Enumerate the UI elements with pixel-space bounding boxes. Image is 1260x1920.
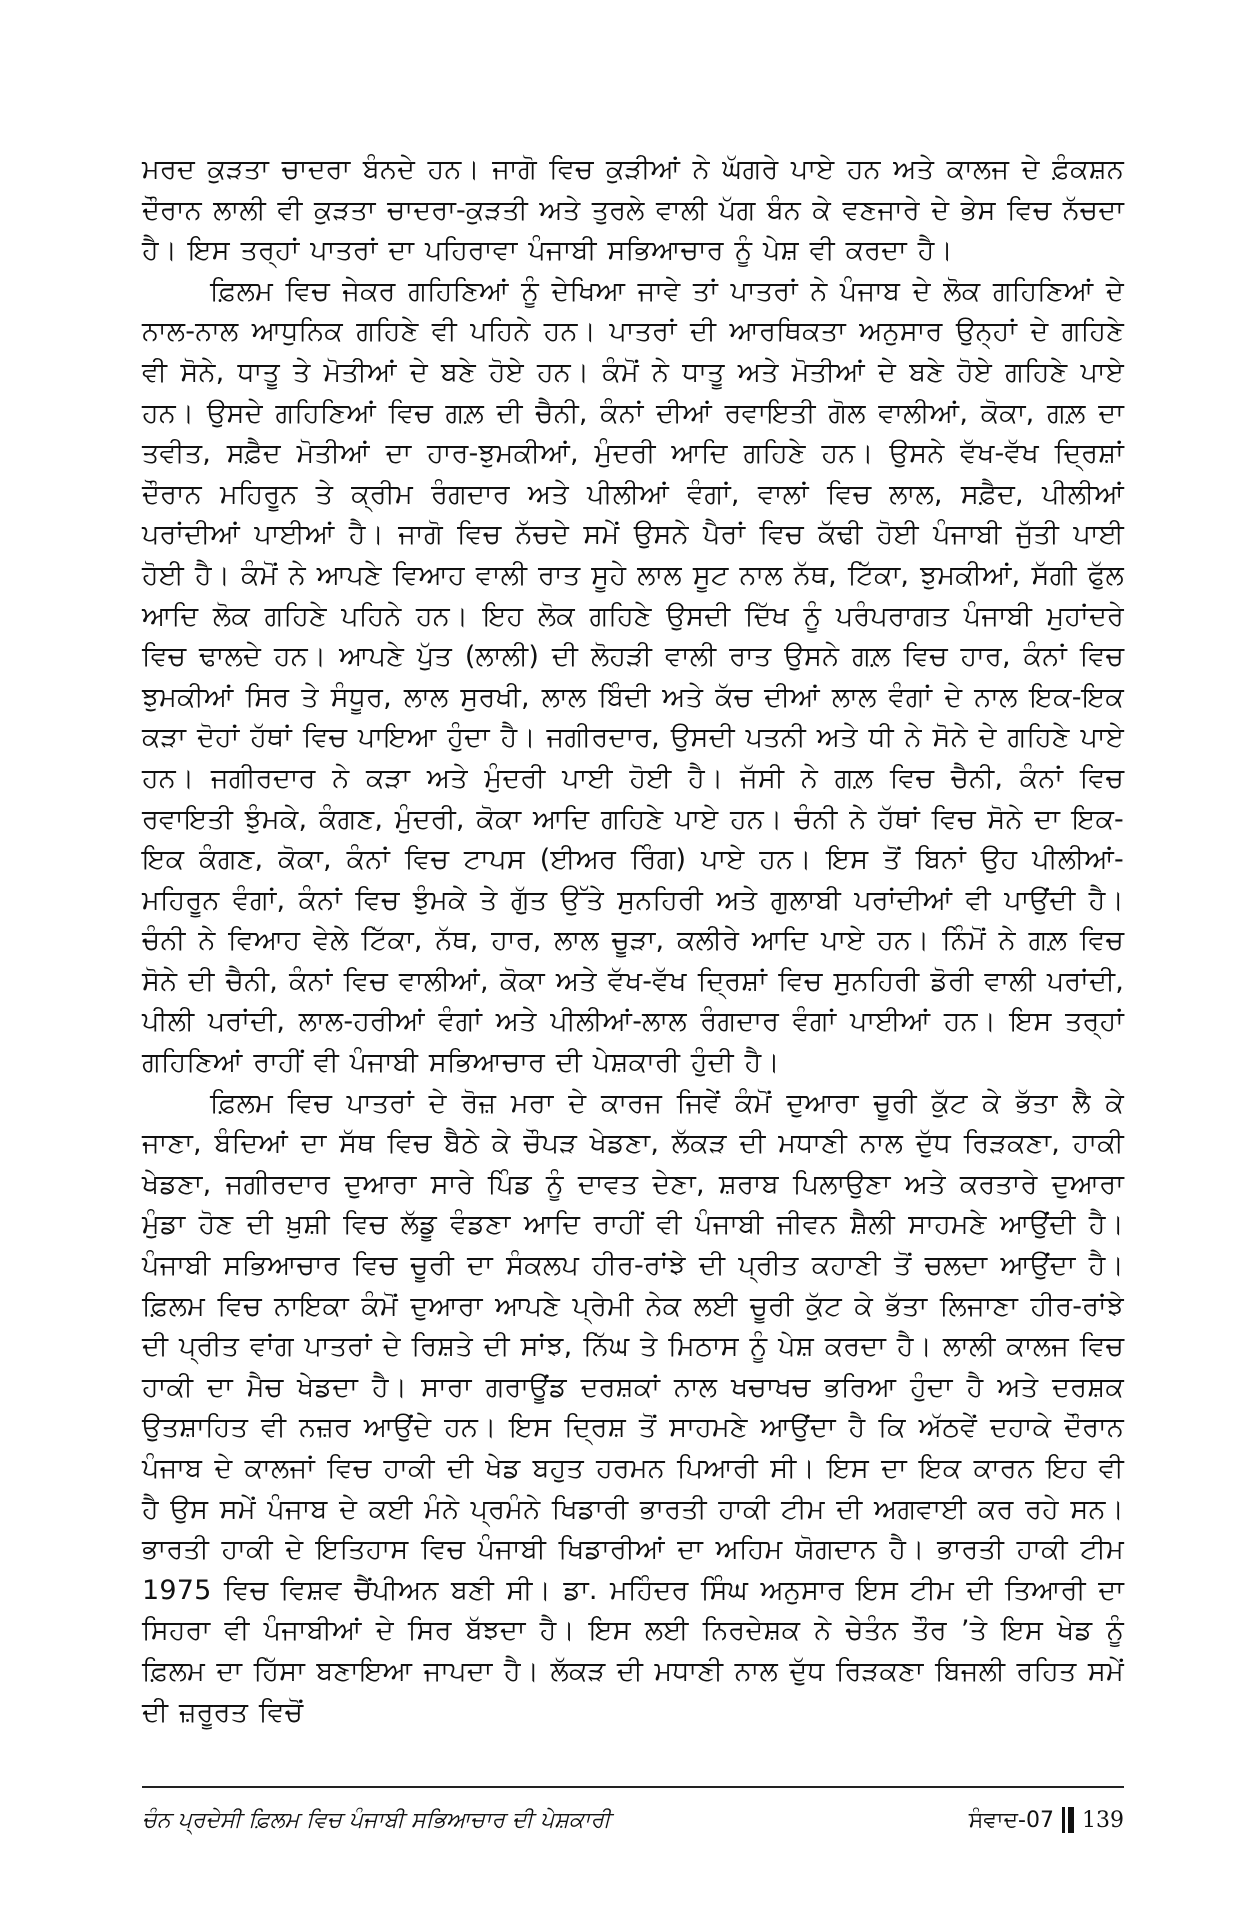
paragraph-2: ਫ਼ਿਲਮ ਵਿਚ ਜੇਕਰ ਗਹਿਣਿਆਂ ਨੂੰ ਦੇਖਿਆ ਜਾਵੇ ਤਾਂ ਪਾਤਰਾਂ ਨੇ ਪੰਜਾਬ ਦੇ ਲੋਕ ਗਹਿਣਿਆਂ ਦੇ ਨਾਲ-ਨਾਲ ਆਧੁਨਿਕ ਗਹਿਣੇ ਵੀ ਪਹਿਨੇ ਹਨ। ਪਾਤਰਾਂ ਦੀ ਆਰਥਿਕਤਾ ਅਨੁਸਾਰ ਉਨ੍ਹਾਂ ਦੇ ਗਹਿਣੇ ਵੀ ਸੋਨੇ, ਧਾਤੂ ਤੇ ਮੋਤੀਆਂ ਦੇ ਬਣੇ ਹੋਏ ਹਨ। ਕੰਮੋਂ ਨੇ ਧਾਤੂ ਅਤੇ ਮੋਤੀਆਂ ਦੇ ਬਣੇ ਹੋਏ ਗਹਿਣੇ ਪਾਏ ਹਨ। ਉਸਦੇ ਗਹਿਣਿਆਂ ਵਿਚ ਗਲ਼ ਦੀ ਚੈਨੀ, ਕੰਨਾਂ ਦੀਆਂ ਰਵਾਇਤੀ ਗੋਲ ਵਾਲੀਆਂ, ਕੋਕਾ, ਗਲ਼ ਦਾ ਤਵੀਤ, ਸਫ਼ੈਦ ਮੋਤੀਆਂ ਦਾ ਹਾਰ-ਝੁਮਕੀਆਂ, ਮੁੰਦਰੀ ਆਦਿ ਗਹਿਣੇ ਹਨ। ਉਸਨੇ ਵੱਖ-ਵੱਖ ਦ੍ਰਿਸ਼ਾਂ ਦੌਰਾਨ ਮਹਿਰੂਨ ਤੇ ਕ੍ਰੀਮ ਰੰਗਦਾਰ ਅਤੇ ਪੀਲੀਆਂ ਵੰਗਾਂ, ਵਾਲਾਂ ਵਿਚ ਲਾਲ, ਸਫ਼ੈਦ, ਪੀਲੀਆਂ ਪਰਾਂਦੀਆਂ ਪਾਈਆਂ ਹੈ। ਜਾਗੋ ਵਿਚ ਨੱਚਦੇ ਸਮੇਂ ਉਸਨੇ ਪੈਰਾਂ ਵਿਚ ਕੱਢੀ ਹੋਈ ਪੰਜਾਬੀ ਜੁੱਤੀ ਪਾਈ ਹੋਈ ਹੈ। ਕੰਮੋਂ ਨੇ ਆਪਣੇ ਵਿਆਹ ਵਾਲੀ ਰਾਤ ਸੂਹੇ ਲਾਲ ਸੂਟ ਨਾਲ ਨੱਥ, ਟਿੱਕਾ, ਝੁਮਕੀਆਂ, ਸੱਗੀ ਫੁੱਲ ਆਦਿ ਲੋਕ ਗਹਿਣੇ ਪਹਿਨੇ ਹਨ। ਇਹ ਲੋਕ ਗਹਿਣੇ ਉਸਦੀ ਦਿੱਖ ਨੂੰ ਪਰੰਪਰਾਗਤ ਪੰਜਾਬੀ ਮੁਹਾਂਦਰੇ ਵਿਚ ਢਾਲਦੇ ਹਨ। ਆਪਣੇ ਪੁੱਤ (ਲਾਲੀ) ਦੀ ਲੋਹੜੀ ਵਾਲੀ ਰਾਤ ਉਸਨੇ ਗਲ਼ ਵਿਚ ਹਾਰ, ਕੰਨਾਂ ਵਿਚ ਝੁਮਕੀਆਂ ਸਿਰ ਤੇ ਸੰਧੂਰ, ਲਾਲ ਸੁਰਖੀ, ਲਾਲ ਬਿੰਦੀ ਅਤੇ ਕੱਚ ਦੀਆਂ ਲਾਲ ਵੰਗਾਂ ਦੇ ਨਾਲ ਇਕ-ਇਕ ਕੜਾ ਦੋਹਾਂ ਹੱਥਾਂ ਵਿਚ ਪਾਇਆ ਹੁੰਦਾ ਹੈ। ਜਗੀਰਦਾਰ, ਉਸਦੀ ਪਤਨੀ ਅਤੇ ਧੀ ਨੇ ਸੋਨੇ ਦੇ ਗਹਿਣੇ ਪਾਏ ਹਨ। ਜਗੀਰਦਾਰ ਨੇ ਕੜਾ ਅਤੇ ਮੁੰਦਰੀ ਪਾਈ ਹੋਈ ਹੈ। ਜੱਸੀ ਨੇ ਗਲ਼ ਵਿਚ ਚੈਨੀ, ਕੰਨਾਂ ਵਿਚ ਰਵਾਇਤੀ ਝੁੰਮਕੇ, ਕੰਗਣ, ਮੁੰਦਰੀ, ਕੋਕਾ ਆਦਿ ਗਹਿਣੇ ਪਾਏ ਹਨ। ਚੰਨੀ ਨੇ ਹੱਥਾਂ ਵਿਚ ਸੋਨੇ ਦਾ ਇਕ-ਇਕ ਕੰਗਣ, ਕੋਕਾ, ਕੰਨਾਂ ਵਿਚ ਟਾਪਸ (ਈਅਰ ਰਿੰਗ) ਪਾਏ ਹਨ। ਇਸ ਤੋਂ ਬਿਨਾਂ ਉਹ ਪੀਲੀਆਂ-ਮਹਿਰੂਨ ਵੰਗਾਂ, ਕੰਨਾਂ ਵਿਚ ਝੁੰਮਕੇ ਤੇ ਗੁੱਤ ਉੱਤੇ ਸੁਨਹਿਰੀ ਅਤੇ ਗੁਲਾਬੀ ਪਰਾਂਦੀਆਂ ਵੀ ਪਾਉਂਦੀ ਹੈ। ਚੰਨੀ ਨੇ ਵਿਆਹ ਵੇਲੇ ਟਿੱਕਾ, ਨੱਥ, ਹਾਰ, ਲਾਲ ਚੂੜਾ, ਕਲੀਰੇ ਆਦਿ ਪਾਏ ਹਨ। ਨਿੰਮੋਂ ਨੇ ਗਲ਼ ਵਿਚ ਸੋਨੇ ਦੀ ਚੈਨੀ, ਕੰਨਾਂ ਵਿਚ ਵਾਲੀਆਂ, ਕੋਕਾ ਅਤੇ ਵੱਖ-ਵੱਖ ਦ੍ਰਿਸ਼ਾਂ ਵਿਚ ਸੁਨਹਿਰੀ ਡੋਰੀ ਵਾਲੀ ਪਰਾਂਦੀ, ਪੀਲੀ ਪਰਾਂਦੀ, ਲਾਲ-ਹਰੀਆਂ ਵੰਗਾਂ ਅਤੇ ਪੀਲੀਆਂ-ਲਾਲ ਰੰਗਦਾਰ ਵੰਗਾਂ ਪਾਈਆਂ ਹਨ। ਇਸ ਤਰ੍ਹਾਂ ਗਹਿਣਿਆਂ ਰਾਹੀਂ ਵੀ ਪੰਜਾਬੀ ਸਭਿਆਚਾਰ ਦੀ ਪੇਸ਼ਕਾਰੀ ਹੁੰਦੀ ਹੈ। xyxy=(142,275,1124,1079)
page-number: 139 xyxy=(1082,1807,1124,1833)
running-title: ਚੰਨ ਪ੍ਰਦੇਸੀ ਫ਼ਿਲਮ ਵਿਚ ਪੰਜਾਬੀ ਸਭਿਆਚਾਰ ਦੀ ਪੇਸ਼ਕਾਰੀ xyxy=(142,1807,611,1833)
body-text xyxy=(142,150,1124,1733)
paragraph-3: ਫ਼ਿਲਮ ਵਿਚ ਪਾਤਰਾਂ ਦੇ ਰੋਜ਼ ਮਰਾ ਦੇ ਕਾਰਜ ਜਿਵੇਂ ਕੰਮੋਂ ਦੁਆਰਾ ਚੂਰੀ ਕੁੱਟ ਕੇ ਭੱਤਾ ਲੈ ਕੇ ਜਾਣਾ, ਬੰਦਿਆਂ ਦਾ ਸੱਥ ਵਿਚ ਬੈਠੇ ਕੇ ਚੌਪੜ ਖੇਡਣਾ, ਲੱਕੜ ਦੀ ਮਧਾਣੀ ਨਾਲ ਦੁੱਧ ਰਿੜਕਣਾ, ਹਾਕੀ ਖੇਡਣਾ, ਜਗੀਰਦਾਰ ਦੁਆਰਾ ਸਾਰੇ ਪਿੰਡ ਨੂੰ ਦਾਵਤ ਦੇਣਾ, ਸ਼ਰਾਬ ਪਿਲਾਉਣਾ ਅਤੇ ਕਰਤਾਰੇ ਦੁਆਰਾ ਮੁੰਡਾ ਹੋਣ ਦੀ ਖ਼ੁਸ਼ੀ ਵਿਚ ਲੱਡੂ ਵੰਡਣਾ ਆਦਿ ਰਾਹੀਂ ਵੀ ਪੰਜਾਬੀ ਜੀਵਨ ਸ਼ੈਲੀ ਸਾਹਮਣੇ ਆਉਂਦੀ ਹੈ। ਪੰਜਾਬੀ ਸਭਿਆਚਾਰ ਵਿਚ ਚੂਰੀ ਦਾ ਸੰਕਲਪ ਹੀਰ-ਰਾਂਝੇ ਦੀ ਪ੍ਰੀਤ ਕਹਾਣੀ ਤੋਂ ਚਲਦਾ ਆਉਂਦਾ ਹੈ। ਫ਼ਿਲਮ ਵਿਚ ਨਾਇਕਾ ਕੰਮੋਂ ਦੁਆਰਾ ਆਪਣੇ ਪ੍ਰੇਮੀ ਨੇਕ ਲਈ ਚੂਰੀ ਕੁੱਟ ਕੇ ਭੱਤਾ ਲਿਜਾਣਾ ਹੀਰ-ਰਾਂਝੇ ਦੀ ਪ੍ਰੀਤ ਵਾਂਗ ਪਾਤਰਾਂ ਦੇ ਰਿਸ਼ਤੇ ਦੀ ਸਾਂਝ, ਨਿੱਘ ਤੇ ਮਿਠਾਸ ਨੂੰ ਪੇਸ਼ ਕਰਦਾ ਹੈ। ਲਾਲੀ ਕਾਲਜ ਵਿਚ ਹਾਕੀ ਦਾ ਮੈਚ ਖੇਡਦਾ ਹੈ। ਸਾਰਾ ਗਰਾਊਂਡ ਦਰਸ਼ਕਾਂ ਨਾਲ ਖਚਾਖਚ ਭਰਿਆ ਹੁੰਦਾ ਹੈ ਅਤੇ ਦਰਸ਼ਕ ਉਤਸ਼ਾਹਿਤ ਵੀ ਨਜ਼ਰ ਆਉਂਦੇ ਹਨ। ਇਸ ਦ੍ਰਿਸ਼ ਤੋਂ ਸਾਹਮਣੇ ਆਉਂਦਾ ਹੈ ਕਿ ਅੱਠਵੇਂ ਦਹਾਕੇ ਦੌਰਾਨ ਪੰਜਾਬ ਦੇ ਕਾਲਜਾਂ ਵਿਚ ਹਾਕੀ ਦੀ ਖੇਡ ਬਹੁਤ ਹਰਮਨ ਪਿਆਰੀ ਸੀ। ਇਸ ਦਾ ਇਕ ਕਾਰਨ ਇਹ ਵੀ ਹੈ ਉਸ ਸਮੇਂ ਪੰਜਾਬ ਦੇ ਕਈ ਮੰਨੇ ਪ੍ਰਮੰਨੇ ਖਿਡਾਰੀ ਭਾਰਤੀ ਹਾਕੀ ਟੀਮ ਦੀ ਅਗਵਾਈ ਕਰ ਰਹੇ ਸਨ। ਭਾਰਤੀ ਹਾਕੀ ਦੇ ਇਤਿਹਾਸ ਵਿਚ ਪੰਜਾਬੀ ਖਿਡਾਰੀਆਂ ਦਾ ਅਹਿਮ ਯੋਗਦਾਨ ਹੈ। ਭਾਰਤੀ ਹਾਕੀ ਟੀਮ 1975 ਵਿਚ ਵਿਸ਼ਵ ਚੈਂਪੀਅਨ ਬਣੀ ਸੀ। ਡਾ. ਮਹਿੰਦਰ ਸਿੰਘ ਅਨੁਸਾਰ ਇਸ ਟੀਮ ਦੀ ਤਿਆਰੀ ਦਾ ਸਿਹਰਾ ਵੀ ਪੰਜਾਬੀਆਂ ਦੇ ਸਿਰ ਬੱਝਦਾ ਹੈ। ਇਸ ਲਈ ਨਿਰਦੇਸ਼ਕ ਨੇ ਚੇਤੰਨ ਤੌਰ ’ਤੇ ਇਸ ਖੇਡ ਨੂੰ ਫ਼ਿਲਮ ਦਾ ਹਿੱਸਾ ਬਣਾਇਆ ਜਾਪਦਾ ਹੈ। ਲੱਕੜ ਦੀ ਮਧਾਣੀ ਨਾਲ ਦੁੱਧ ਰਿੜਕਣਾ ਬਿਜਲੀ ਰਹਿਤ ਸਮੇਂ ਦੀ ਜ਼ਰੂਰਤ ਵਿਚੋਂ xyxy=(142,1087,1124,1728)
page-footer xyxy=(142,1800,1124,1840)
paragraph-1: ਮਰਦ ਕੁੜਤਾ ਚਾਦਰਾ ਬੰਨਦੇ ਹਨ। ਜਾਗੋ ਵਿਚ ਕੁੜੀਆਂ ਨੇ ਘੱਗਰੇ ਪਾਏ ਹਨ ਅਤੇ ਕਾਲਜ ਦੇ ਫ਼ੰਕਸ਼ਨ ਦੌਰਾਨ ਲਾਲੀ ਵੀ ਕੁੜਤਾ ਚਾਦਰਾ-ਕੁੜਤੀ ਅਤੇ ਤੁਰਲੇ ਵਾਲੀ ਪੱਗ ਬੰਨ ਕੇ ਵਣਜਾਰੇ ਦੇ ਭੇਸ ਵਿਚ ਨੱਚਦਾ ਹੈ। ਇਸ ਤਰ੍ਹਾਂ ਪਾਤਰਾਂ ਦਾ ਪਹਿਰਾਵਾ ਪੰਜਾਬੀ ਸਭਿਆਚਾਰ ਨੂੰ ਪੇਸ਼ ਵੀ ਕਰਦਾ ਹੈ। xyxy=(142,154,1124,267)
footer-divider xyxy=(142,1786,1124,1788)
double-bar-icon xyxy=(1062,1807,1074,1833)
footer-right xyxy=(969,1807,1124,1833)
journal-name: ਸੰਵਾਦ-07 xyxy=(968,1807,1054,1833)
